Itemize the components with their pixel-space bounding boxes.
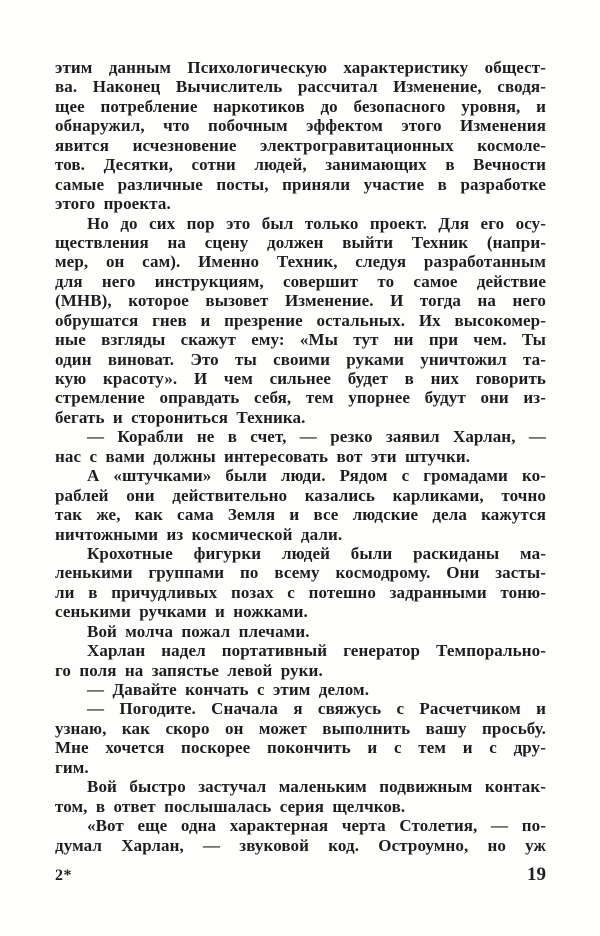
text-line: Крохотные фигурки людей были раскиданы ма- [87, 543, 546, 563]
text-line: ли в причудливых позах с потешно задранными тоню- [55, 582, 546, 602]
text-line: обнаружил, что побочным эффектом этого Изменения [55, 116, 546, 136]
text-line: кую красоту». И чем сильнее будет в них говорить [55, 369, 546, 388]
text-line: один виноват. Это ты своими руками уничтожил та- [55, 349, 546, 369]
text-line: Но до сих пор это был только проект. Для его осу- [87, 213, 546, 233]
text-line: щее потребление наркотиков до безопасного уровня, и [55, 96, 546, 116]
text-line: Вой молча пожал плечами. [87, 621, 310, 641]
text-line: думал Харлан, — звуковой код. Остроумно, но уж [55, 835, 546, 855]
text-line: нас с вами должны интересовать вот эти штучки. [55, 446, 471, 466]
text-line: так же, как сама Земля и все людские дела кажутся [55, 505, 546, 525]
text-line: — Корабли не в счет, — резко заявил Харлан, — [87, 427, 546, 447]
text-line: том, в ответ послышалась серия щелчков. [55, 796, 406, 816]
text-line: самые различные посты, приняли участие в разработке [55, 174, 546, 194]
text-line: — Погодите. Сначала я свяжусь с Расчетчиком и [87, 699, 546, 719]
text-line: Мне хочется поскорее покончить и с тем и с дру- [55, 738, 546, 758]
text-line: Вой быстро застучал маленьким подвижным контак- [87, 777, 546, 797]
page-footer [55, 864, 546, 888]
text-line: узнаю, как скоро он может выполнить вашу просьбу. [55, 718, 546, 738]
text-line: го поля на запястье левой руки. [55, 660, 323, 680]
page-number: 19 [527, 864, 546, 885]
text-line: явится исчезновение электрогравитационных космоле- [55, 135, 546, 155]
text-line: — Давайте кончать с этим делом. [87, 680, 370, 699]
text-line: этим данным Психологическую характеристику общест- [55, 58, 546, 77]
text-line: А «штучками» были люди. Рядом с громадами ко- [87, 466, 546, 486]
text-line: сенькими ручками и ножками. [55, 602, 308, 622]
text-line: стремление оправдать себя, тем упорнее будут они из- [55, 388, 546, 408]
text-line: (МНВ), которое вызовет Изменение. И тогда на него [55, 291, 546, 311]
text-block [55, 58, 546, 855]
text-line: ные взгляды скажут ему: «Мы тут ни при чем. Ты [55, 330, 546, 350]
text-line: мер, он сам). Именно Техник, следуя разработанным [55, 252, 546, 272]
text-line: ничтожными из космической дали. [55, 524, 343, 544]
text-line: ленькими группами по всему космодрому. Они засты- [55, 563, 546, 583]
text-line: «Вот еще одна характерная черта Столетия, — по- [87, 816, 546, 836]
text-line: обрушатся гнев и презрение остальных. Их высокомер- [55, 310, 546, 330]
text-line: для него инструкциям, совершит то самое действие [55, 271, 546, 291]
text-line: Харлан надел портативный генератор Темпорально- [87, 641, 546, 661]
text-line: бегать и сторониться Техника. [55, 407, 306, 427]
signature-mark: 2* [55, 867, 72, 884]
text-line: тов. Десятки, сотни людей, занимающих в Вечности [55, 155, 546, 175]
text-line: этого проекта. [55, 194, 171, 214]
text-line: раблей они действительно казались карликами, точно [55, 485, 546, 505]
text-line: ва. Наконец Вычислитель рассчитал Изменение, сводя- [55, 77, 546, 97]
text-line: гим. [55, 757, 89, 777]
text-line: ществления на сцену должен выйти Техник (напри- [55, 232, 546, 252]
